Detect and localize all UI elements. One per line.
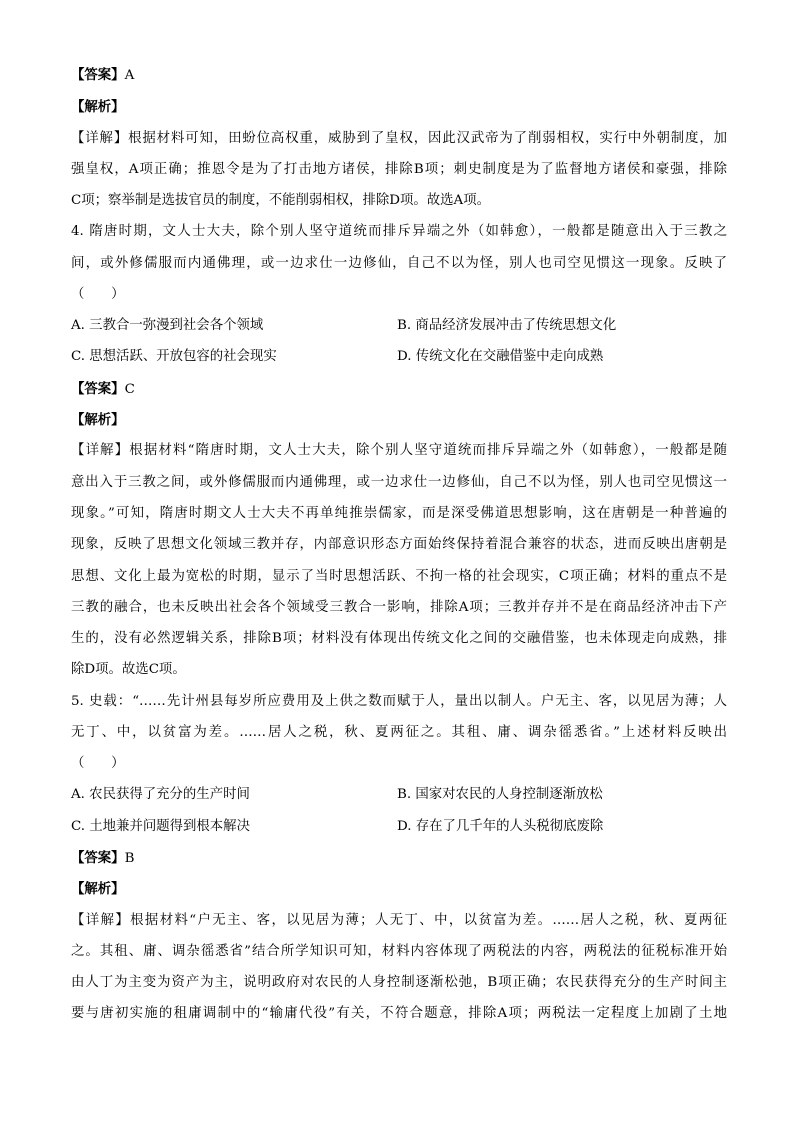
detail-line: C项；察举制是选拔官员的制度，不能削弱相权，排除D项。故选A项。 [71,193,490,208]
analysis-tag: 【解析】 [71,412,125,428]
answer-tag: 【答案】 [71,850,125,866]
answer-blank: （ ） [71,756,125,771]
detail-line: 强皇权，A项正确；推恩令是为了打击地方诸侯，排除B项；刺史制度是为了监督地方诸侯和豪强，排除 [71,162,727,177]
option-b: B. 国家对农民的人身控制逐渐放松 [397,787,603,802]
detail-line: 【详解】根据材料“户无主、客，以见居为薄；人无丁、中，以贫富为差。……居人之税，秋、夏两征 [71,913,727,928]
detail-line: 【详解】根据材料可知，田蚡位高权重，威胁到了皇权，因此汉武帝为了削弱相权，实行中外朝制度，加 [71,131,727,146]
answer-value: C [124,382,135,397]
answer-line-q4 [71,379,727,400]
answer-tag: 【答案】 [71,381,125,397]
analysis-tag: 【解析】 [71,881,125,897]
detail-line: 【详解】根据材料“隋唐时期，文人士大夫，除个别人坚守道统而排斥异端之外（如韩愈），一般都是随 [71,443,727,458]
detail-line: 由人丁为主变为资产为主，说明政府对农民的人身控制逐渐松弛，B项正确；农民获得充分的生产时间主 [71,975,727,990]
option-c: C. 思想活跃、开放包容的社会现实 [71,349,277,364]
answer-tag: 【答案】 [71,67,125,83]
answer-line-q3 [71,65,727,86]
answer-value: A [124,68,135,83]
option-a: A. 三教合一弥漫到社会各个领域 [71,318,264,333]
detail-line: 现象。”可知，隋唐时期文人士大夫不再单纯推崇儒家，而是深受佛道思想影响，这在唐朝是一种普遍的 [71,506,727,521]
option-b: B. 商品经济发展冲击了传统思想文化 [397,318,617,333]
answer-value: B [124,851,135,866]
option-c: C. 土地兼并问题得到根本解决 [71,819,250,834]
question-stem-line: 4. 隋唐时期，文人士大夫，除个别人坚守道统而排斥异端之外（如韩愈），一般都是随意出入于三教之 [71,224,727,239]
question-stem-line: 5. 史载：“……先计州县每岁所应费用及上供之数而赋于人，量出以制人。户无主、客，以见居为薄；人 [71,694,727,709]
answer-blank: （ ） [71,287,125,302]
detail-line: 意出入于三教之间，或外修儒服而内通佛理，或一边求仕一边修仙，自己不以为怪，别人也司空见惯这一 [71,475,727,490]
option-d: D. 传统文化在交融借鉴中走向成熟 [397,349,604,364]
question-stem-line: 间，或外修儒服而内通佛理，或一边求仕一边修仙，自己不以为怪，别人也司空见惯这一现象。反映了 [71,256,727,271]
detail-line: 思想、文化上最为宽松的时期，显示了当时思想活跃、不拘一格的社会现实，C项正确；材料的重点不是 [71,569,727,584]
option-d: D. 存在了几千年的人头税彻底废除 [397,819,604,834]
question-stem-line: 无丁、中，以贫富为差。……居人之税，秋、夏两征之。其租、庸、调杂徭悉省。”上述材料反映出 [71,725,727,740]
detail-line: 现象，反映了思想文化领域三教并存，内部意识形态方面始终保持着混合兼容的状态，进而反映出唐朝是 [71,537,727,552]
detail-line: 要与唐初实施的租庸调制中的“输庸代役”有关，不符合题意，排除A项；两税法一定程度上加剧了土地 [71,1006,727,1021]
detail-line: 生的，没有必然逻辑关系，排除B项；材料没有体现出传统文化之间的交融借鉴，也未体现走向成熟，排 [71,631,727,646]
detail-line: 三教的融合，也未反映出社会各个领域受三教合一影响，排除A项；三教并存并不是在商品经济冲击下产 [71,600,727,615]
answer-line-q5 [71,848,727,869]
detail-line: 除D项。故选C项。 [71,662,186,677]
option-a: A. 农民获得了充分的生产时间 [71,787,250,802]
detail-line: 之。其租、庸、调杂徭悉省”结合所学知识可知，材料内容体现了两税法的内容，两税法的征税标准开始 [71,944,727,959]
analysis-tag: 【解析】 [71,99,125,115]
